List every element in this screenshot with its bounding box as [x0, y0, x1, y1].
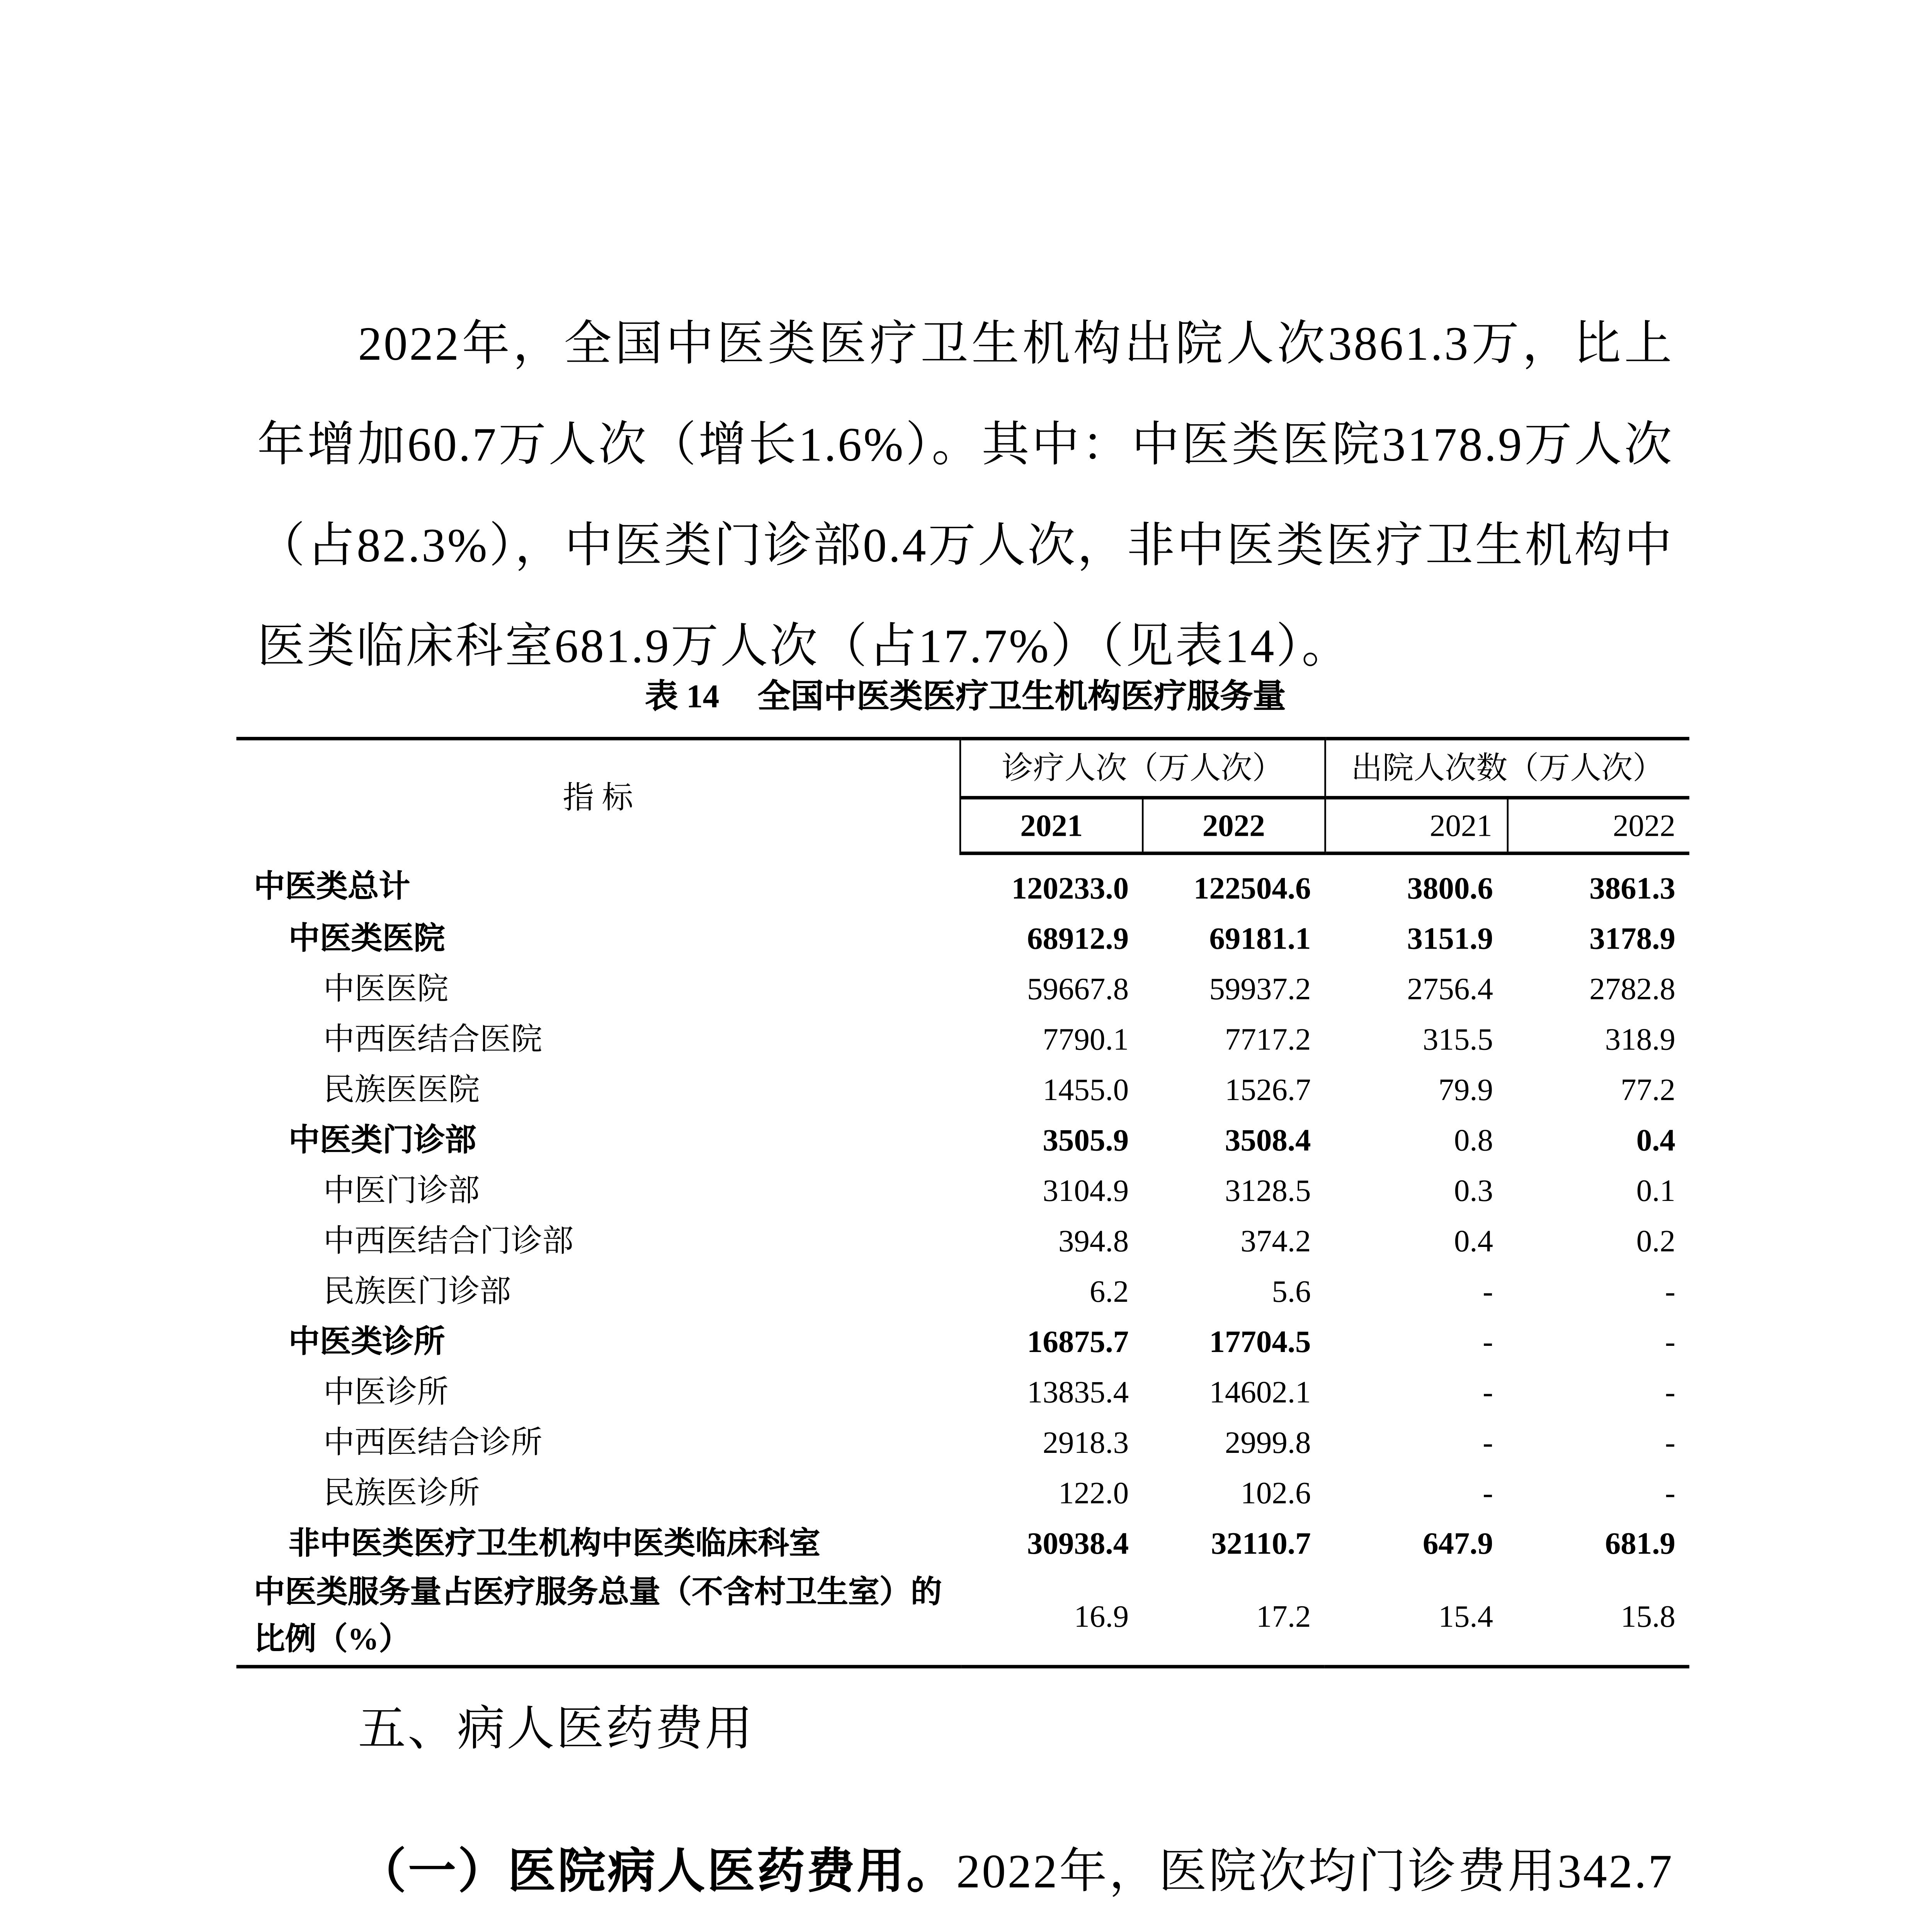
header-year: 2021 — [961, 798, 1143, 853]
table-caption — [257, 676, 1674, 721]
cell-value: 14602.1 — [1209, 1374, 1311, 1409]
row-label: 中医诊所 — [323, 1374, 449, 1409]
cell-value: 5.6 — [1272, 1273, 1311, 1308]
cell-value: - — [1483, 1424, 1493, 1459]
header-year: 2022 — [1507, 798, 1689, 853]
table-title: 全国中医类医疗卫生机构医疗服务量 — [757, 679, 1286, 716]
cell-value: - — [1483, 1273, 1493, 1308]
cell-value: 16.9 — [961, 1568, 1143, 1667]
table-row — [236, 853, 1689, 912]
row-label: 中医类总计 — [253, 869, 410, 904]
cell-value: - — [1665, 1475, 1675, 1510]
cell-value: 3128.5 — [1225, 1172, 1311, 1207]
cell-value: 15.8 — [1507, 1568, 1689, 1667]
cell-value: 3861.3 — [1589, 870, 1675, 905]
cell-value: 3178.9 — [1589, 920, 1675, 955]
paragraph-lead: （一）医院病人医药费用。 — [358, 1843, 956, 1899]
cell-value: 0.2 — [1636, 1223, 1675, 1258]
row-label: 中医类服务量占医疗服务总量（不含村卫生室）的比例（%） — [236, 1568, 961, 1667]
cell-value: 0.8 — [1454, 1122, 1493, 1157]
cell-value: 59667.8 — [1027, 970, 1129, 1005]
table-header-row — [236, 739, 1689, 798]
cell-value: 13835.4 — [1027, 1374, 1129, 1409]
table-row — [236, 1366, 1689, 1416]
cell-value: - — [1665, 1424, 1675, 1459]
cell-value: 32110.7 — [1211, 1525, 1311, 1560]
cell-value: 69181.1 — [1209, 920, 1311, 955]
row-label: 民族医医院 — [323, 1071, 480, 1106]
table-row — [236, 1467, 1689, 1517]
cell-value: 2999.8 — [1225, 1424, 1311, 1459]
cell-value: 374.2 — [1240, 1223, 1311, 1258]
cell-value: - — [1665, 1374, 1675, 1409]
cell-value: 0.4 — [1454, 1223, 1493, 1258]
header-year: 2022 — [1143, 798, 1325, 853]
table-row — [236, 1164, 1689, 1214]
cell-value: 2782.8 — [1589, 970, 1675, 1005]
cell-value: 3151.9 — [1407, 920, 1493, 955]
cell-value: 3508.4 — [1225, 1122, 1311, 1157]
cell-value: 394.8 — [1058, 1223, 1129, 1258]
table-row — [236, 1417, 1689, 1467]
paragraph-inpatient-summary — [257, 293, 1674, 696]
row-label: 民族医门诊部 — [323, 1273, 511, 1308]
table-row — [236, 963, 1689, 1013]
cell-value: - — [1665, 1323, 1675, 1358]
cell-value: 0.4 — [1636, 1122, 1675, 1157]
cell-value: - — [1483, 1323, 1493, 1358]
table-row — [236, 1215, 1689, 1265]
header-group-visits: 诊疗人次（万人次） — [961, 739, 1325, 798]
section-heading: 五、病人医药费用 — [358, 1701, 755, 1757]
paragraph-hospital-costs — [257, 1820, 1674, 1932]
cell-value: - — [1483, 1475, 1493, 1510]
cell-value: 0.3 — [1454, 1172, 1493, 1207]
cell-value: 120233.0 — [1011, 870, 1129, 905]
row-label: 中医门诊部 — [323, 1172, 480, 1207]
cell-value: 30938.4 — [1027, 1525, 1129, 1560]
row-label: 中医类医院 — [288, 920, 445, 955]
cell-value: 122504.6 — [1193, 870, 1311, 905]
table-row — [236, 912, 1689, 963]
cell-value: 1455.0 — [1043, 1071, 1129, 1106]
table-number: 表 14 — [645, 679, 720, 716]
cell-value: 3104.9 — [1043, 1172, 1129, 1207]
row-label: 中医类门诊部 — [288, 1122, 476, 1157]
row-label: 中西医结合医院 — [323, 1021, 543, 1056]
cell-value: 315.5 — [1422, 1021, 1493, 1056]
cell-value: 77.2 — [1621, 1071, 1675, 1106]
cell-value: 15.4 — [1325, 1568, 1507, 1667]
cell-value: 68912.9 — [1027, 920, 1129, 955]
row-label: 非中医类医疗卫生机构中医类临床科室 — [288, 1525, 820, 1560]
row-label: 中西医结合诊所 — [323, 1424, 543, 1459]
cell-value: 122.0 — [1058, 1475, 1129, 1510]
table-row — [236, 1265, 1689, 1315]
cell-value: 2918.3 — [1043, 1424, 1129, 1459]
cell-value: 647.9 — [1422, 1525, 1493, 1560]
cell-value: 0.1 — [1636, 1172, 1675, 1207]
table-row — [236, 1114, 1689, 1164]
cell-value: 16875.7 — [1027, 1323, 1129, 1358]
cell-value: 3800.6 — [1407, 870, 1493, 905]
row-label: 中医医院 — [323, 970, 449, 1005]
cell-value: 681.9 — [1605, 1525, 1675, 1560]
cell-value: 7717.2 — [1225, 1021, 1311, 1056]
cell-value: - — [1483, 1374, 1493, 1409]
table-row-ratio — [236, 1568, 1689, 1667]
table-row — [236, 1013, 1689, 1063]
cell-value: 102.6 — [1240, 1475, 1311, 1510]
cell-value: 79.9 — [1438, 1071, 1493, 1106]
row-label: 中西医结合门诊部 — [323, 1223, 574, 1258]
paragraph-text: 2022年，医院次均门诊费用342.7 — [956, 1843, 1674, 1897]
header-year: 2021 — [1325, 798, 1507, 853]
cell-value: 2756.4 — [1407, 970, 1493, 1005]
table-row — [236, 1316, 1689, 1366]
cell-value: 6.2 — [1089, 1273, 1129, 1308]
cell-value: - — [1665, 1273, 1675, 1308]
cell-value: 3505.9 — [1043, 1122, 1129, 1157]
header-indicator: 指 标 — [236, 739, 961, 854]
cell-value: 17704.5 — [1209, 1323, 1311, 1358]
cell-value: 1526.7 — [1225, 1071, 1311, 1106]
cell-value: 17.2 — [1143, 1568, 1325, 1667]
cell-value: 318.9 — [1605, 1021, 1675, 1056]
table-row — [236, 1064, 1689, 1114]
cell-value: 59937.2 — [1209, 970, 1311, 1005]
row-label: 中医类诊所 — [288, 1323, 445, 1358]
tcm-service-volume-table — [236, 737, 1689, 1668]
row-label: 民族医诊所 — [323, 1475, 480, 1510]
paragraph-text: 2022年，全国中医类医疗卫生机构出院人次3861.3万，比上年增加60.7万人次（增长1.6%）。其中：中医类医院3178.9万人次（占82.3%），中医类门诊部0.4万人次，非中医类医疗卫生机构中医类临床科室681.9万人次（占17.7%）（见表14）。 — [257, 315, 1674, 672]
cell-value: 7790.1 — [1043, 1021, 1129, 1056]
table-row — [236, 1517, 1689, 1567]
header-group-discharges: 出院人次数（万人次） — [1325, 739, 1689, 798]
